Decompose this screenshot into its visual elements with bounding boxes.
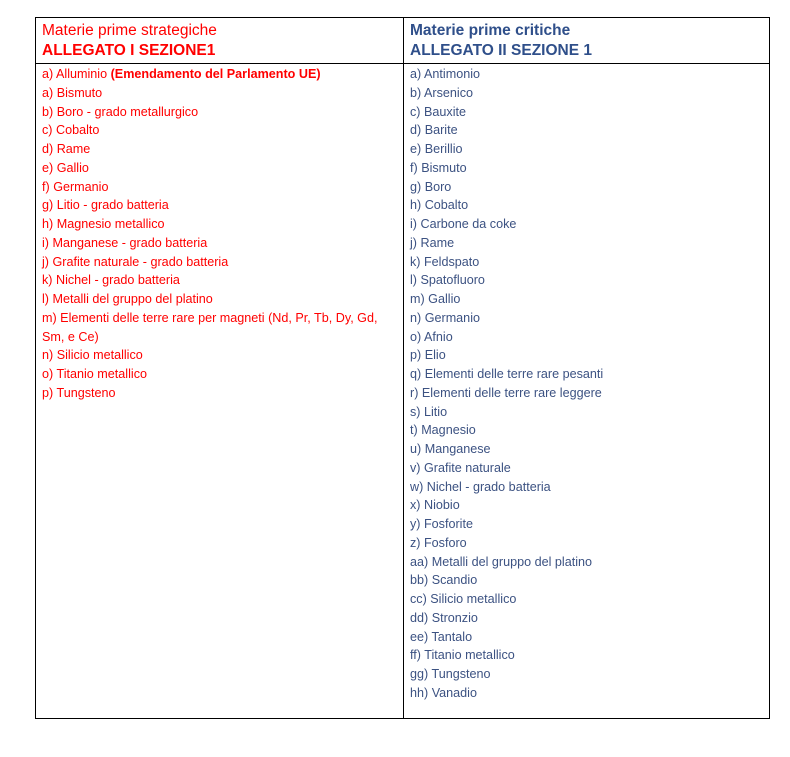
list-item: f) Bismuto	[410, 160, 467, 175]
list-item: ee) Tantalo	[410, 629, 473, 644]
strategic-list	[42, 65, 397, 403]
list-item: n) Silicio metallico	[42, 348, 143, 363]
list-item: p) Tungsteno	[42, 385, 116, 400]
list-item: a) Antimonio	[410, 67, 481, 81]
list-item: l) Spatofluoro	[410, 273, 485, 288]
item-note: (Emendamento del Parlamento UE)	[110, 67, 321, 81]
list-item: y) Fosforite	[410, 517, 473, 531]
list-item: z) Fosforo	[410, 535, 467, 550]
list-item: j) Rame	[410, 235, 455, 250]
header-strategic-title: Materie prime strategiche	[42, 22, 217, 39]
list-item: t) Magnesio	[410, 423, 476, 438]
list-item: bb) Scandio	[410, 573, 478, 588]
list-item: i) Carbone da coke	[410, 217, 517, 231]
list-item: m) Gallio	[410, 292, 461, 306]
list-item: o) Afnio	[410, 329, 453, 344]
list-item: aa) Metalli del gruppo del platino	[410, 554, 593, 569]
list-item: i) Manganese - grado batteria	[42, 235, 208, 250]
header-critical-title: Materie prime critiche	[410, 22, 571, 39]
list-item: h) Magnesio metallico	[42, 217, 165, 231]
list-item: e) Berillio	[410, 142, 463, 156]
list-item: gg) Tungsteno	[410, 667, 491, 681]
list-item	[42, 65, 397, 84]
item-label: a) Alluminio	[42, 67, 111, 81]
list-item: n) Germanio	[410, 310, 480, 325]
list-item: g) Litio - grado batteria	[42, 198, 169, 213]
list-item: u) Manganese	[410, 442, 491, 456]
list-item: d) Barite	[410, 123, 458, 138]
list-item: h) Cobalto	[410, 198, 469, 213]
materials-table	[35, 17, 770, 719]
list-item: f) Germanio	[42, 179, 109, 194]
column-divider	[403, 18, 404, 718]
header-critical-subtitle: ALLEGATO II SEZIONE 1	[410, 42, 593, 59]
list-item: q) Elementi delle terre rare pesanti	[410, 367, 604, 381]
list-item: s) Litio	[410, 404, 448, 419]
list-item: x) Niobio	[410, 498, 460, 513]
header-critical	[410, 21, 765, 61]
list-item: p) Elio	[410, 348, 446, 363]
header-strategic-subtitle: ALLEGATO I SEZIONE1	[42, 42, 216, 59]
list-item: k) Feldspato	[410, 254, 480, 269]
header-strategic	[42, 21, 397, 61]
list-item: d) Rame	[42, 142, 91, 156]
list-item: hh) Vanadio	[410, 685, 477, 700]
list-item: m) Elementi delle terre rare per magneti (Nd, Pr, Tb, Dy, Gd, Sm, e Ce)	[42, 310, 378, 344]
list-item: e) Gallio	[42, 160, 89, 175]
list-item: v) Grafite naturale	[410, 460, 511, 475]
list-item: c) Cobalto	[42, 123, 100, 138]
list-item: k) Nichel - grado batteria	[42, 273, 180, 288]
list-item: dd) Stronzio	[410, 610, 478, 625]
list-item: b) Boro - grado metallurgico	[42, 104, 199, 119]
list-item: b) Arsenico	[410, 85, 473, 100]
list-item: r) Elementi delle terre rare leggere	[410, 385, 602, 400]
list-item: l) Metalli del gruppo del platino	[42, 292, 213, 306]
list-item: g) Boro	[410, 179, 452, 194]
list-item: a) Bismuto	[42, 85, 103, 100]
list-item: c) Bauxite	[410, 104, 466, 119]
list-item: w) Nichel - grado batteria	[410, 479, 551, 494]
list-item: ff) Titanio metallico	[410, 648, 515, 663]
list-item: cc) Silicio metallico	[410, 592, 517, 606]
critical-list	[410, 65, 765, 703]
list-item: o) Titanio metallico	[42, 367, 147, 381]
list-item: j) Grafite naturale - grado batteria	[42, 254, 229, 269]
